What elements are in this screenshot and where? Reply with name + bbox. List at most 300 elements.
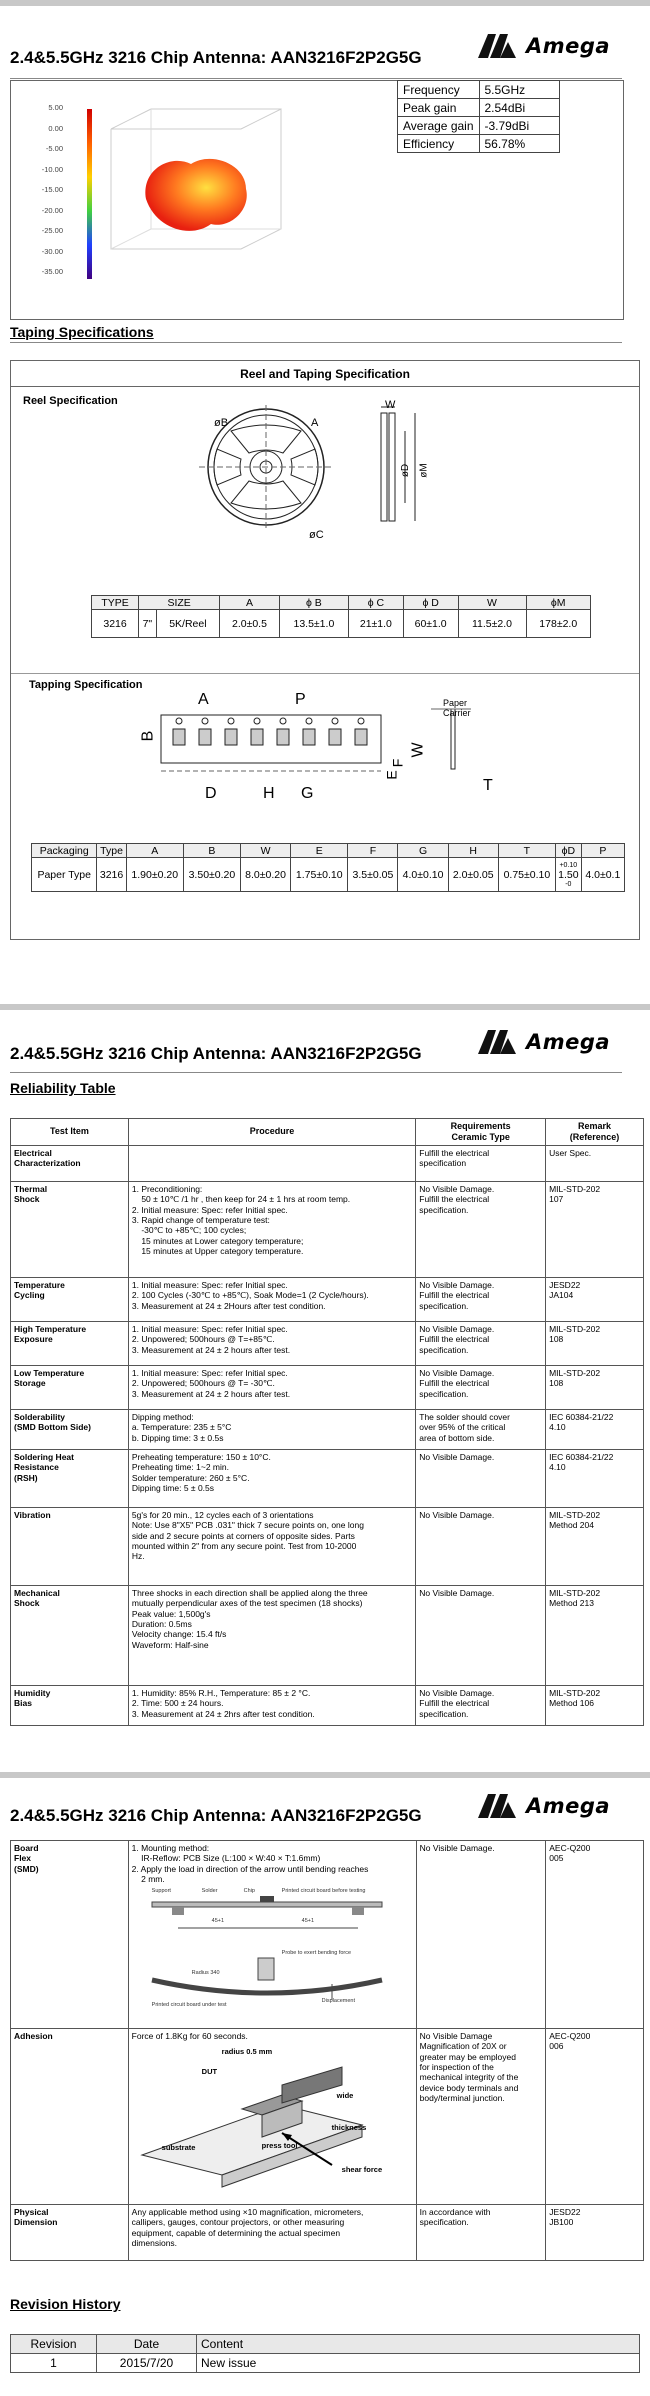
reel-cell: 21±1.0 (349, 610, 404, 638)
requirement-line: No Visible Damage. (419, 1843, 495, 1853)
revision-header: Date (97, 2335, 197, 2354)
tapping-spec-title: Tapping Specification (29, 679, 143, 691)
procedure (128, 1181, 415, 1277)
procedure (128, 1507, 415, 1585)
title-rule-2 (10, 1072, 622, 1073)
tape-cell: 0.75±0.10 (498, 858, 555, 892)
procedure (128, 1585, 415, 1685)
procedure-line: IR-Reflow: PCB Size (L:100 × W:40 × T:1.6mm) (131, 1853, 321, 1864)
reliability-header-row (11, 1119, 644, 1146)
procedure-line: 2. Time: 500 ± 24 hours. (131, 1698, 224, 1709)
procedure (128, 1449, 415, 1507)
param-row (398, 135, 560, 153)
box-divider (11, 673, 639, 674)
requirement (416, 1841, 546, 2029)
requirement-line: No Visible Damage. (419, 1323, 495, 1334)
test-item-line: Dimension (14, 2217, 58, 2228)
colorbar-ticks (23, 103, 63, 275)
param-row (398, 117, 560, 135)
remark-line: MIL-STD-202 (549, 1687, 601, 1698)
logo-text: Amega (526, 1030, 611, 1054)
test-item (11, 1145, 129, 1181)
flex-fig-label: Chip (243, 1888, 255, 1895)
procedure-line: a. Temperature: 235 ± 5°C (131, 1422, 232, 1433)
reliability-row (11, 2029, 644, 2205)
procedure-line: 5g's for 20 min., 12 cycles each of 3 orientations (131, 1509, 314, 1520)
reel-cell: 5K/Reel (156, 610, 220, 638)
procedure-line: Hz. (131, 1551, 145, 1562)
test-item (11, 1321, 129, 1365)
reel-taping-header: Reel and Taping Specification (11, 361, 639, 387)
tape-label-B: B (139, 730, 157, 742)
logo-mark-icon (476, 1792, 520, 1820)
adhesion-fig-label: shear force (341, 2165, 383, 2175)
requirement-line: No Visible Damage. (419, 1367, 495, 1378)
requirement (416, 2029, 546, 2205)
remark (546, 2205, 644, 2261)
remark (546, 1277, 644, 1321)
tape-label-T: T (483, 777, 493, 794)
tape-header: ϕD (555, 844, 581, 858)
tape-label-F: F (389, 758, 406, 768)
company-logo-2 (476, 1028, 616, 1056)
adhesion-fig-label: wide (336, 2091, 354, 2101)
requirement-line: specification. (419, 1300, 469, 1311)
tape-label-G: G (301, 785, 314, 802)
test-item-line: Vibration (14, 1509, 51, 1520)
procedure-line: Preheating temperature: 150 ± 10°C. (131, 1451, 271, 1462)
test-item (11, 2029, 129, 2205)
reliability-row (11, 1841, 644, 2029)
adhesion-figure (132, 2045, 413, 2195)
procedure-line: side and 2 secure points at corners of opposite sides. Parts (131, 1530, 355, 1541)
revision-header: Content (197, 2335, 640, 2354)
reliability-row (11, 1321, 644, 1365)
pocket-cavity (329, 729, 341, 745)
remark-line: MIL-STD-202 (549, 1183, 601, 1194)
remark-line: 4.10 (549, 1422, 566, 1433)
reel-header: SIZE (139, 596, 220, 610)
reliability-header-line: Test Item (50, 1126, 89, 1137)
revision-row (11, 2354, 640, 2373)
sprocket-hole (280, 718, 286, 724)
requirement (416, 1449, 546, 1507)
phid-value: 1.50 (558, 868, 579, 881)
doc-title: 2.4&5.5GHz 3216 Chip Antenna: AAN3216F2P2G5G (10, 48, 422, 67)
remark (546, 1321, 644, 1365)
reliability-header (416, 1119, 546, 1146)
reel-header: TYPE (92, 596, 139, 610)
logo-text: Amega (526, 1794, 611, 1818)
pocket-cavity (277, 729, 289, 745)
requirement-line: specification. (419, 1388, 469, 1399)
reliability-row (11, 1507, 644, 1585)
colorbar-tick: 0.00 (48, 123, 63, 133)
remark (546, 2029, 644, 2205)
procedure-line: 2. Initial measure: Spec: refer Initial spec. (131, 1204, 288, 1215)
revision-cell: 1 (11, 2354, 97, 2373)
remark-line: 005 (549, 1853, 564, 1864)
test-item-line: Thermal (14, 1183, 48, 1194)
pocket-cavity (303, 729, 315, 745)
logo-text: Amega (526, 34, 611, 58)
tape-label-H: H (263, 785, 275, 802)
board-flex-figure (132, 1888, 413, 2018)
procedure-line: Three shocks in each direction shall be applied along the three (131, 1587, 368, 1598)
reel-header: ϕ C (349, 596, 404, 610)
test-item-line: Soldering Heat (14, 1451, 74, 1462)
reliability-header-line: (Reference) (569, 1131, 620, 1142)
procedure (128, 1321, 415, 1365)
tape-cell: 3.50±0.20 (183, 858, 240, 892)
test-item (11, 1449, 129, 1507)
requirement (416, 1277, 546, 1321)
procedure-line: 2. 100 Cycles (-30℃ to +85℃), Soak Mode=1 (2 Cycle/hours). (131, 1290, 369, 1301)
reliability-row (11, 1409, 644, 1449)
adhesion-fig-label: thickness (331, 2123, 367, 2133)
test-item-line: Low Temperature (14, 1367, 85, 1378)
reliability-header (11, 1119, 129, 1146)
test-item-line: Electrical (14, 1147, 52, 1158)
sprocket-hole (332, 718, 338, 724)
tape-cell: 1.75±0.10 (291, 858, 348, 892)
remark-line: User Spec. (549, 1147, 592, 1158)
flex-fig-label: Printed circuit board before testing (281, 1888, 366, 1895)
test-item (11, 1365, 129, 1409)
requirement (416, 1685, 546, 1725)
reliability-table (10, 1118, 644, 1726)
reel-cell: 13.5±1.0 (279, 610, 348, 638)
revision-cell: New issue (197, 2354, 640, 2373)
remark-line: AEC-Q200 (549, 2031, 591, 2041)
tape-cell: 3.5±0.05 (348, 858, 398, 892)
remark (546, 1409, 644, 1449)
page-separator-2 (0, 1004, 650, 1010)
taping-section-title: Taping Specifications (10, 324, 154, 340)
procedure-line: 1. Initial measure: Spec: refer Initial spec. (131, 1323, 288, 1334)
procedure-line: 50 ± 10℃ /1 hr , then keep for 24 ± 1 hrs at room temp. (131, 1194, 351, 1205)
remark (546, 1365, 644, 1409)
remark (546, 1685, 644, 1725)
requirement (416, 1409, 546, 1449)
procedure-line: Any applicable method using ×10 magnification, micrometers, (131, 2207, 364, 2217)
tape-header: H (448, 844, 498, 858)
colorbar-tick: -35.00 (41, 267, 63, 276)
procedure-line: Velocity change: 15.4 ft/s (131, 1629, 227, 1640)
tape-cell: 8.0±0.20 (241, 858, 291, 892)
param-row (398, 99, 560, 117)
label-phiD: øD (400, 463, 412, 478)
test-item-line: Characterization (14, 1158, 81, 1169)
radiation-3d-plot (51, 89, 291, 299)
company-logo (476, 32, 616, 60)
tape-header: A (126, 844, 183, 858)
doc-title-2: 2.4&5.5GHz 3216 Chip Antenna: AAN3216F2P2G5G (10, 1044, 422, 1063)
tape-label-D: D (205, 785, 217, 802)
tol-up: +0.10 (559, 861, 578, 869)
logo-mark-icon (476, 1028, 520, 1056)
reliability-section-title: Reliability Table (10, 1080, 116, 1096)
tape-header: Packaging (32, 844, 97, 858)
procedure-line: 1. Humidity: 85% R.H., Temperature: 85 ± 2 °C. (131, 1687, 311, 1698)
tape-header: E (291, 844, 348, 858)
requirement-line: No Visible Damage (419, 2031, 493, 2041)
test-item-line: Physical (14, 2207, 49, 2217)
reliability-header (128, 1119, 415, 1146)
reliability-row (11, 1277, 644, 1321)
reel-header: ϕ D (403, 596, 458, 610)
requirement-line: Fulfill the electrical (419, 1194, 490, 1205)
test-item (11, 1409, 129, 1449)
reliability-row (11, 2205, 644, 2261)
colorbar-tick: -30.00 (41, 246, 63, 256)
flex-fig-label: Radius 340 (191, 1970, 220, 1977)
tape-cell: 2.0±0.05 (448, 858, 498, 892)
flex-fig-label: Displacement (321, 1998, 355, 2005)
procedure-line: Solder temperature: 260 ± 5°C. (131, 1472, 250, 1483)
tape-header: W (241, 844, 291, 858)
remark-line: Method 106 (549, 1698, 594, 1709)
sprocket-hole (176, 718, 182, 724)
procedure-line: 15 minutes at Lower category temperature; (131, 1235, 304, 1246)
tape-label-P: P (295, 691, 306, 708)
reel-cell: 7" (139, 610, 157, 638)
adhesion-fig-label: press tool (261, 2141, 298, 2151)
procedure (128, 1409, 415, 1449)
test-item-line: Storage (14, 1378, 46, 1389)
tape-header: P (581, 844, 624, 858)
requirement-line: The solder should cover (419, 1411, 510, 1422)
flex-fig-label: Solder (201, 1888, 218, 1895)
reliability-row (11, 1145, 644, 1181)
requirement-line: Fulfill the electrical (419, 1147, 490, 1158)
remark-line: JESD22 (549, 1279, 581, 1290)
procedure-line: equipment, capable of determining the actual specimen (131, 2227, 341, 2238)
flex-fig-label: Probe to exert bending force (281, 1950, 352, 1957)
procedure-line: b. Dipping time: 3 ± 0.5s (131, 1432, 224, 1443)
tape-label-E: E (383, 770, 400, 780)
procedure-line (132, 1148, 412, 1158)
colorbar (87, 109, 92, 279)
remark-line: 108 (549, 1334, 564, 1345)
tape-header: G (398, 844, 448, 858)
colorbar-tick: 5.00 (48, 103, 63, 112)
procedure-line: 3. Measurement at 24 ± 2 hours after test. (131, 1344, 291, 1355)
test-item-line: Resistance (14, 1462, 59, 1473)
title-rule (10, 78, 622, 79)
procedure-line: Dipping time: 5 ± 0.5s (131, 1483, 215, 1494)
colorbar-tick: -15.00 (41, 185, 63, 194)
label-phiC: øC (309, 529, 324, 541)
tape-cell: 4.0±0.10 (398, 858, 448, 892)
requirement-line: specification. (419, 1344, 469, 1355)
param-label: Peak gain (398, 99, 480, 117)
remark (546, 1449, 644, 1507)
reel-drawing (191, 401, 451, 531)
sprocket-hole (202, 718, 208, 724)
procedure-line: 3. Measurement at 24 ± 2Hours after test condition. (131, 1300, 326, 1311)
antenna-params-table (397, 80, 560, 153)
reliability-row (11, 1181, 644, 1277)
colorbar-tick: -5.00 (45, 144, 63, 153)
tape-header: B (183, 844, 240, 858)
procedure-line: 3. Measurement at 24 ± 2hrs after test condition. (131, 1708, 315, 1719)
page-separator-3 (0, 1772, 650, 1778)
test-item-line: Temperature (14, 1279, 65, 1290)
pocket-cavity (251, 729, 263, 745)
requirement (416, 1507, 546, 1585)
pocket-cavity (225, 729, 237, 745)
remark (546, 1507, 644, 1585)
test-item-line: High Temperature (14, 1323, 87, 1334)
test-item (11, 1181, 129, 1277)
procedure-line: Dipping method: (131, 1411, 194, 1422)
test-item-line: Shock (14, 1194, 40, 1205)
reel-cell: 11.5±2.0 (458, 610, 526, 638)
test-item-line: Adhesion (14, 2031, 53, 2041)
label-A: A (311, 417, 319, 429)
procedure-line: 1. Preconditioning: (131, 1183, 203, 1194)
reel-cell: 178±2.0 (526, 610, 591, 638)
board-flex-drawing (132, 1888, 402, 2013)
param-value: 5.5GHz (479, 81, 559, 99)
test-item-line: Board (14, 1843, 39, 1853)
remark-line: JESD22 (549, 2207, 581, 2217)
test-item-line: (SMD Bottom Side) (14, 1422, 91, 1433)
reel-cell: 2.0±0.5 (220, 610, 280, 638)
sprocket-hole (306, 718, 312, 724)
procedure-line: Force of 1.8Kg for 60 seconds. (131, 2031, 248, 2041)
test-item-line: (RSH) (14, 1472, 38, 1483)
reel-header: W (458, 596, 526, 610)
procedure-line: 15 minutes at Upper category temperature. (131, 1246, 304, 1257)
radiation-blob (145, 159, 246, 231)
sprocket-hole (228, 718, 234, 724)
section-rule (10, 342, 622, 343)
procedure-line: mounted within 2" from any secure point. Test from 10-2000 (131, 1541, 357, 1552)
reel-header: A (220, 596, 280, 610)
pocket-cavity (199, 729, 211, 745)
reel-dim-table (91, 595, 591, 638)
requirement-line: over 95% of the critical (419, 1422, 506, 1433)
procedure-line: callipers, gauges, contour projectors, or other measuring (131, 2217, 345, 2228)
requirement-line: body/terminal junction. (419, 2093, 505, 2104)
remark-line: JA104 (549, 1290, 574, 1301)
remark-line: 107 (549, 1194, 564, 1205)
remark (546, 1145, 644, 1181)
remark-line: MIL-STD-202 (549, 1587, 601, 1598)
reliability-row (11, 1449, 644, 1507)
reliability-row (11, 1585, 644, 1685)
remark-line: 4.10 (549, 1462, 566, 1473)
remark (546, 1181, 644, 1277)
procedure (128, 1145, 415, 1181)
procedure-line: -30℃ to +85℃; 100 cycles; (131, 1225, 247, 1236)
procedure-line: 2. Apply the load in direction of the arrow until bending reaches (131, 1863, 369, 1874)
procedure (128, 2205, 416, 2261)
remark-line: Method 213 (549, 1598, 594, 1609)
reel-header: ϕM (526, 596, 591, 610)
tape-cell (555, 858, 581, 892)
test-item (11, 2205, 129, 2261)
procedure-line: mutually perpendicular axes of the test specimen (18 shocks) (131, 1598, 363, 1609)
procedure (128, 1841, 416, 2029)
requirement-line: No Visible Damage. (419, 1587, 495, 1598)
label-phiM: øM (418, 463, 430, 478)
tape-drawing (141, 687, 481, 797)
procedure-line: 1. Initial measure: Spec: refer Initial spec. (131, 1367, 288, 1378)
colorbar-tick: -25.00 (41, 226, 63, 235)
test-item-line: Shock (14, 1598, 40, 1609)
reliability-header-line: Ceramic Type (451, 1131, 510, 1142)
company-logo-3 (476, 1792, 616, 1820)
requirement (416, 1181, 546, 1277)
adhesion-fig-label: radius 0.5 mm (221, 2047, 273, 2057)
sprocket-hole (254, 718, 260, 724)
param-value: 2.54dBi (479, 99, 559, 117)
colorbar-tick: -20.00 (41, 205, 63, 215)
tape-label-carrier: Paper Carrier (443, 698, 471, 718)
requirement (416, 1365, 546, 1409)
remark-line: IEC 60384-21/22 (549, 1451, 614, 1462)
tape-header: Type (97, 844, 126, 858)
test-item (11, 1685, 129, 1725)
procedure-line: Preheating time: 1~2 min. (131, 1462, 229, 1473)
test-item-line: Mechanical (14, 1587, 60, 1598)
param-label: Frequency (398, 81, 480, 99)
test-item-line: Flex (14, 1853, 32, 1864)
tape-header: F (348, 844, 398, 858)
tape-header: T (498, 844, 555, 858)
reel-spec-title: Reel Specification (23, 395, 118, 407)
remark-line: MIL-STD-202 (549, 1509, 601, 1520)
remark (546, 1841, 644, 2029)
tape-label-A: A (198, 691, 209, 708)
pocket-cavity (173, 729, 185, 745)
reel-cell: 3216 (92, 610, 139, 638)
procedure (128, 2029, 416, 2205)
reel-header: ϕ B (279, 596, 348, 610)
test-item-line: Exposure (14, 1334, 53, 1345)
reel-cell: 60±1.0 (403, 610, 458, 638)
procedure (128, 1277, 415, 1321)
adhesion-fig-label: substrate (161, 2143, 196, 2153)
procedure (128, 1685, 415, 1725)
flex-fig-label: 45+1 (211, 1918, 225, 1925)
reel-taping-box (10, 360, 640, 940)
requirement-line: Fulfill the electrical (419, 1698, 490, 1709)
requirement-line: No Visible Damage. (419, 1451, 495, 1462)
requirement-line: greater may be employed (419, 2051, 516, 2062)
procedure-line: 1. Initial measure: Spec: refer Initial spec. (131, 1279, 288, 1290)
procedure-line: 3. Measurement at 24 ± 2 hours after test. (131, 1388, 291, 1399)
revision-cell: 2015/7/20 (97, 2354, 197, 2373)
procedure-line: 2. Unpowered; 500hours @ T=+85℃. (131, 1334, 275, 1345)
procedure-line: 3. Rapid change of temperature test: (131, 1215, 270, 1226)
param-value: 56.78% (479, 135, 559, 153)
remark-line: Method 204 (549, 1520, 594, 1531)
adhesion-fig-label: DUT (201, 2067, 218, 2077)
test-item-line: (SMD) (14, 1863, 39, 1874)
requirement-line: Fulfill the electrical (419, 1290, 490, 1301)
requirement-line: specification. (419, 2217, 469, 2228)
test-item (11, 1841, 129, 2029)
requirement-line: No Visible Damage. (419, 1509, 495, 1520)
tape-cell: 4.0±0.1 (581, 858, 624, 892)
requirement-line: No Visible Damage. (419, 1279, 495, 1290)
requirement-line: mechanical integrity of the (419, 2072, 519, 2083)
reliability-table-continued (10, 1840, 644, 2261)
